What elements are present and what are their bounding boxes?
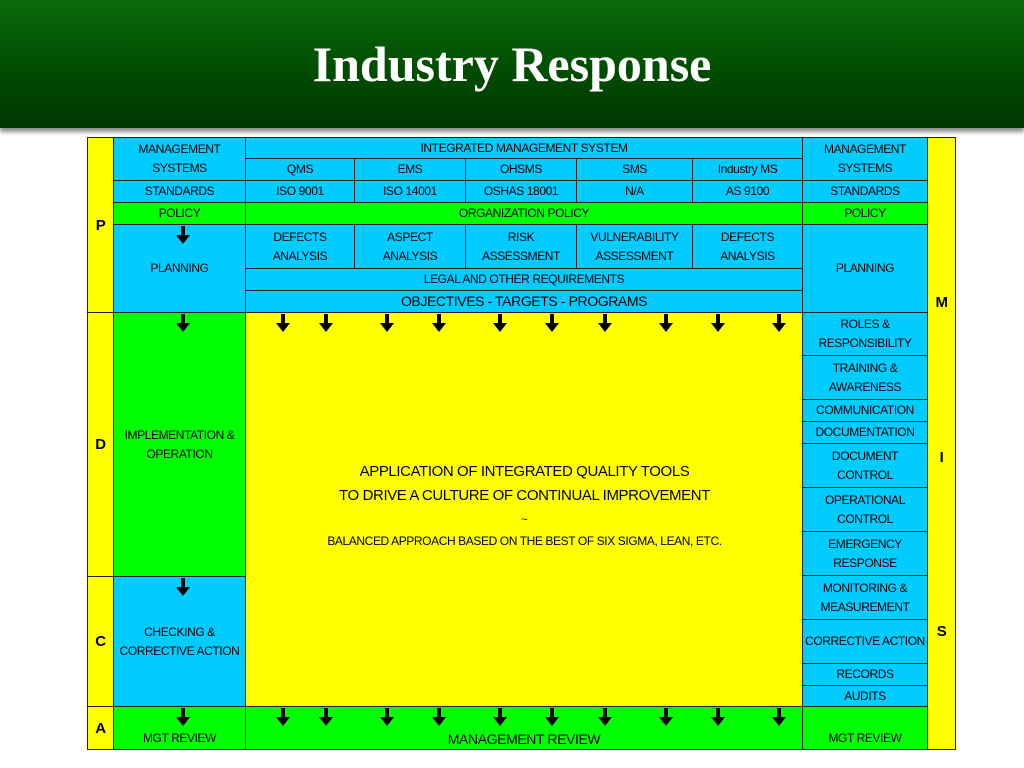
standard-iso-14001: ISO 14001 <box>354 180 466 203</box>
planning-risk-assessment: RISK ASSESSMENT <box>465 224 577 269</box>
right-monitoring-measurement: MONITORING & MEASUREMENT <box>802 575 928 620</box>
management-review: MANAGEMENT REVIEW <box>245 706 803 750</box>
legal-requirements: LEGAL AND OTHER REQUIREMENTS <box>245 268 803 291</box>
standard-iso-9001: ISO 9001 <box>245 180 355 203</box>
pdca-d-cell: D <box>87 312 114 577</box>
quality-tools-balanced: BALANCED APPROACH BASED ON THE BEST OF SIX SIGMA, LEAN, ETC. <box>327 534 722 548</box>
organization-policy: ORGANIZATION POLICY <box>245 202 803 225</box>
integrated-management-system: INTEGRATED MANAGEMENT SYSTEM <box>245 137 803 159</box>
left-planning: PLANNING <box>113 224 246 313</box>
right-records: RECORDS <box>802 663 928 686</box>
right-operational-control: OPERATIONAL CONTROL <box>802 487 928 532</box>
system-ems: EMS <box>354 158 466 181</box>
right-roles-responsibility: ROLES & RESPONSIBILITY <box>802 312 928 356</box>
quality-tools-line-2: TO DRIVE A CULTURE OF CONTINUAL IMPROVEMENT <box>339 487 710 504</box>
system-ohsms: OHSMS <box>465 158 577 181</box>
left-implementation-operation: IMPLEMENTATION & OPERATION <box>113 312 246 577</box>
pdca-c-cell: C <box>87 576 114 707</box>
left-standards: STANDARDS <box>113 180 246 203</box>
planning-aspect-analysis: ASPECT ANALYSIS <box>354 224 466 269</box>
right-communication: COMMUNICATION <box>802 399 928 422</box>
quality-tools-tilde: ~ <box>521 514 528 526</box>
pdca-a-cell: A <box>87 706 114 750</box>
quality-tools-text <box>246 460 803 550</box>
right-document-control: DOCUMENT CONTROL <box>802 443 928 488</box>
mis-m-label: M <box>935 293 948 311</box>
standard-na: N/A <box>576 180 693 203</box>
standard-oshas-18001: OSHAS 18001 <box>465 180 577 203</box>
right-emergency-response: EMERGENCY RESPONSE <box>802 531 928 576</box>
standard-as-9100: AS 9100 <box>692 180 803 203</box>
pdca-p-cell: P <box>87 137 114 313</box>
mis-s-label: S <box>936 622 947 640</box>
title-bar <box>0 0 1024 128</box>
planning-defects-analysis: DEFECTS ANALYSIS <box>245 224 355 269</box>
right-management-systems: MANAGEMENT SYSTEMS <box>802 137 928 181</box>
quality-tools-line-1: APPLICATION OF INTEGRATED QUALITY TOOLS <box>359 463 690 480</box>
system-sms: SMS <box>576 158 693 181</box>
right-mgt-review: MGT REVIEW <box>802 706 928 750</box>
right-audits: AUDITS <box>802 685 928 707</box>
right-policy: POLICY <box>802 202 928 225</box>
mis-column <box>927 137 956 750</box>
left-policy: POLICY <box>113 202 246 225</box>
planning-defects-analysis-2: DEFECTS ANALYSIS <box>692 224 803 269</box>
right-planning: PLANNING <box>802 224 928 313</box>
system-industry-ms: Industry MS <box>692 158 803 181</box>
right-corrective-action: CORRECTIVE ACTION <box>802 619 928 664</box>
left-management-systems: MANAGEMENT SYSTEMS <box>113 137 246 181</box>
planning-vulnerability-assessment: VULNERABILITY ASSESSMENT <box>576 224 693 269</box>
left-mgt-review: MGT REVIEW <box>113 706 246 750</box>
right-training-awareness: TRAINING & AWARENESS <box>802 355 928 400</box>
right-documentation: DOCUMENTATION <box>802 421 928 444</box>
slide-title: Industry Response <box>312 36 712 92</box>
mis-i-label: I <box>939 448 944 466</box>
system-qms: QMS <box>245 158 355 181</box>
objectives-targets-programs: OBJECTIVES - TARGETS - PROGRAMS <box>245 290 803 313</box>
right-standards: STANDARDS <box>802 180 928 203</box>
left-checking-corrective: CHECKING & CORRECTIVE ACTION <box>113 576 246 707</box>
